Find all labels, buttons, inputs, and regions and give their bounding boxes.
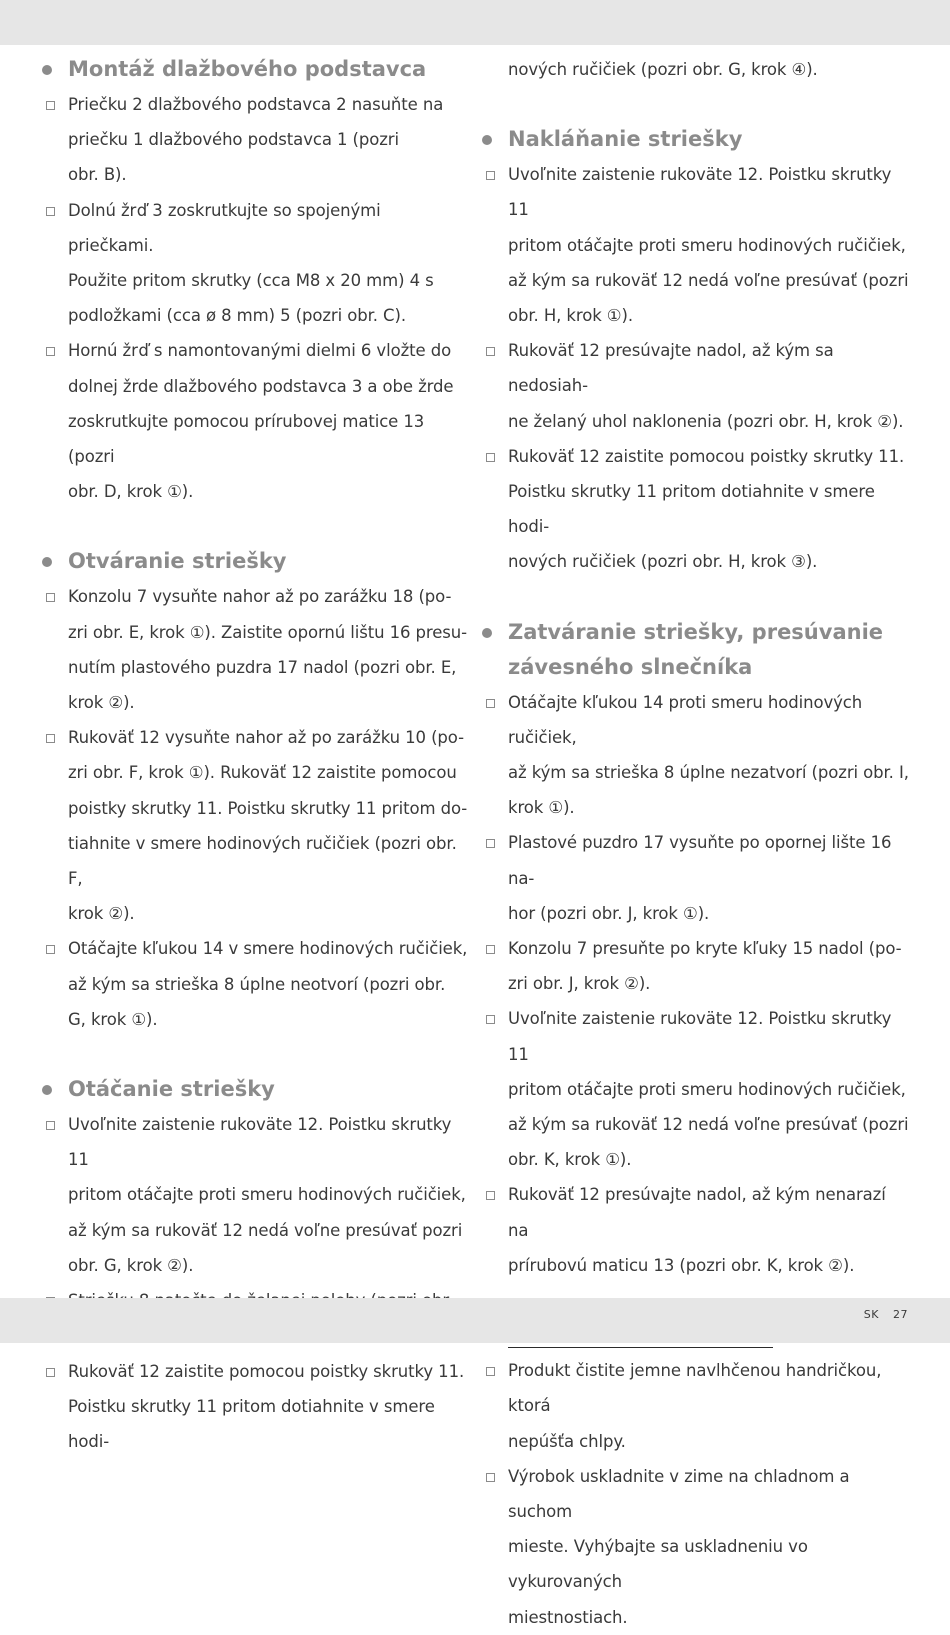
list-item-continuation: zoskrutkujte pomocou prírubovej matice 13 (pozri: [68, 411, 425, 467]
section-heading: [40, 544, 470, 579]
list-item-continuation: až kým sa strieška 8 úplne nezatvorí (pozri obr. I,: [508, 763, 909, 783]
list-item: Plastové puzdro 17 vysuňte po opornej lište 16 na-: [480, 825, 910, 895]
section-gap: [40, 509, 470, 544]
footer-language: SK: [863, 1308, 879, 1321]
list-item-continuation: Použite pritom skrutky (cca M8 x 20 mm) 4 s: [68, 271, 434, 291]
list-item-continuation: až kým sa rukoväť 12 nedá voľne presúvať pozri: [68, 1220, 463, 1240]
right-column: [480, 52, 910, 1635]
list-item-continuation: hor (pozri obr. J, krok ①).: [508, 903, 710, 923]
page-number: 27: [893, 1308, 908, 1321]
list-item-continuation: obr. H, krok ①).: [508, 306, 633, 326]
section-heading: [480, 650, 910, 685]
list-item: Výrobok uskladnite v zime na chladnom a suchom: [480, 1459, 910, 1529]
list-item-continuation: prírubovú maticu 13 (pozri obr. K, krok ②).: [508, 1255, 855, 1275]
section-heading-text: Nakláňanie striešky: [508, 127, 743, 152]
list-item: Produkt čistite jemne navlhčenou handričkou, ktorá: [480, 1353, 910, 1423]
section-heading: [40, 1072, 470, 1107]
list-item-continuation: nutím plastového puzdra 17 nadol (pozri obr. E,: [68, 657, 457, 677]
list-item-continuation: až kým sa strieška 8 úplne neotvorí (pozri obr.: [68, 974, 446, 994]
section-heading: [480, 615, 910, 650]
list-item: Dolnú žrď 3 zoskrutkujte so spojenými priečkami.: [40, 193, 470, 263]
left-column: [40, 52, 470, 1459]
list-item-continuation: miestnostiach.: [508, 1607, 628, 1627]
section-heading: [40, 52, 470, 87]
list-item-continuation: pritom otáčajte proti smeru hodinových ručičiek,: [68, 1185, 466, 1205]
list-item: Otáčajte kľukou 14 proti smeru hodinových ručičiek,: [480, 685, 910, 755]
list-item-continuation: krok ①).: [508, 798, 575, 818]
section-heading-text: Otáčanie striešky: [68, 1077, 275, 1102]
bottom-bar: [0, 1298, 950, 1343]
list-item: Otáčajte kľukou 14 v smere hodinových ručičiek,: [40, 931, 470, 966]
list-item: Konzolu 7 vysuňte nahor až po zarážku 18 (po-: [40, 579, 470, 614]
section-heading-text: Zatváranie striešky, presúvanie: [508, 619, 884, 644]
list-item-continuation: pritom otáčajte proti smeru hodinových ručičiek,: [508, 1079, 906, 1099]
list-item: Rukoväť 12 presúvajte nadol, až kým sa nedosiah-: [480, 333, 910, 403]
section-heading-text: Otváranie striešky: [68, 549, 287, 574]
list-item-continuation: zri obr. J, krok ②).: [508, 974, 651, 994]
list-item-continuation: dolnej žrde dlažbového podstavca 3 a obe žrde: [68, 376, 454, 396]
list-item: Priečku 2 dlažbového podstavca 2 nasuňte na: [40, 87, 470, 122]
section-gap: [40, 1037, 470, 1072]
top-bar: [0, 0, 950, 45]
list-item: Uvoľnite zaistenie rukoväte 12. Poistku skrutky 11: [40, 1107, 470, 1177]
list-item: Hornú žrď s namontovanými dielmi 6 vložte do: [40, 333, 470, 368]
section-heading-text: Montáž dlažbového podstavca: [68, 57, 427, 81]
list-item: Rukoväť 12 vysuňte nahor až po zarážku 10 (po-: [40, 720, 470, 755]
list-item-continuation: zri obr. E, krok ①). Zaistite opornú lištu 16 presu-: [68, 622, 467, 642]
page-footer: [854, 1308, 908, 1321]
list-item-continuation: obr. K, krok ①).: [508, 1150, 632, 1170]
list-item-continuation: až kým sa rukoväť 12 nedá voľne presúvať (pozri: [508, 1115, 909, 1135]
list-item-continuation: tiahnite v smere hodinových ručičiek (pozri obr. F,: [68, 833, 457, 889]
list-item-continuation: nepúšťa chlpy.: [508, 1431, 626, 1451]
list-item-continuation: až kým sa rukoväť 12 nedá voľne presúvať (pozri: [508, 270, 909, 290]
list-item: Uvoľnite zaistenie rukoväte 12. Poistku skrutky 11: [480, 157, 910, 227]
list-item: Rukoväť 12 zaistite pomocou poistky skrutky 11.: [480, 439, 910, 474]
section-heading-text: závesného slnečníka: [508, 654, 753, 679]
list-item-continuation: krok ②).: [68, 904, 135, 924]
list-item-continuation: obr. B).: [68, 165, 127, 185]
list-item-continuation: obr. D, krok ①).: [68, 482, 194, 502]
list-item-continuation: pritom otáčajte proti smeru hodinových ručičiek,: [508, 235, 906, 255]
list-item-continuation: mieste. Vyhýbajte sa uskladneniu vo vykurovaných: [508, 1537, 808, 1592]
list-item-continuation: krok ②).: [68, 693, 135, 713]
list-item-continuation: priečku 1 dlažbového podstavca 1 (pozri: [68, 130, 399, 150]
list-item: Uvoľnite zaistenie rukoväte 12. Poistku skrutky 11: [480, 1001, 910, 1071]
list-item-continuation: zri obr. F, krok ①). Rukoväť 12 zaistite pomocou: [68, 763, 457, 783]
list-item: Rukoväť 12 zaistite pomocou poistky skrutky 11.: [40, 1354, 470, 1389]
list-item-continuation: poistky skrutky 11. Poistku skrutky 11 pritom do-: [68, 798, 468, 818]
list-item-continuation: G, krok ①).: [68, 1009, 158, 1029]
list-item-continuation: ne želaný uhol naklonenia (pozri obr. H, krok ②).: [508, 411, 904, 431]
list-item-continuation: Poistku skrutky 11 pritom dotiahnite v smere hodi-: [508, 482, 875, 537]
list-item-continuation: nových ručičiek (pozri obr. H, krok ③).: [508, 552, 818, 572]
list-item-continuation: Poistku skrutky 11 pritom dotiahnite v smere hodi-: [68, 1396, 435, 1451]
list-item-continuation: obr. G, krok ②).: [68, 1255, 194, 1275]
section-gap: [480, 87, 910, 122]
section-gap: [480, 580, 910, 615]
list-item: Konzolu 7 presuňte po kryte kľuky 15 nadol (po-: [480, 931, 910, 966]
section-heading: [480, 122, 910, 157]
list-item-continuation: podložkami (cca ø 8 mm) 5 (pozri obr. C).: [68, 306, 406, 326]
list-item: Rukoväť 12 presúvajte nadol, až kým nenarazí na: [480, 1177, 910, 1247]
list-item-continuation: nových ručičiek (pozri obr. G, krok ④).: [508, 60, 818, 79]
